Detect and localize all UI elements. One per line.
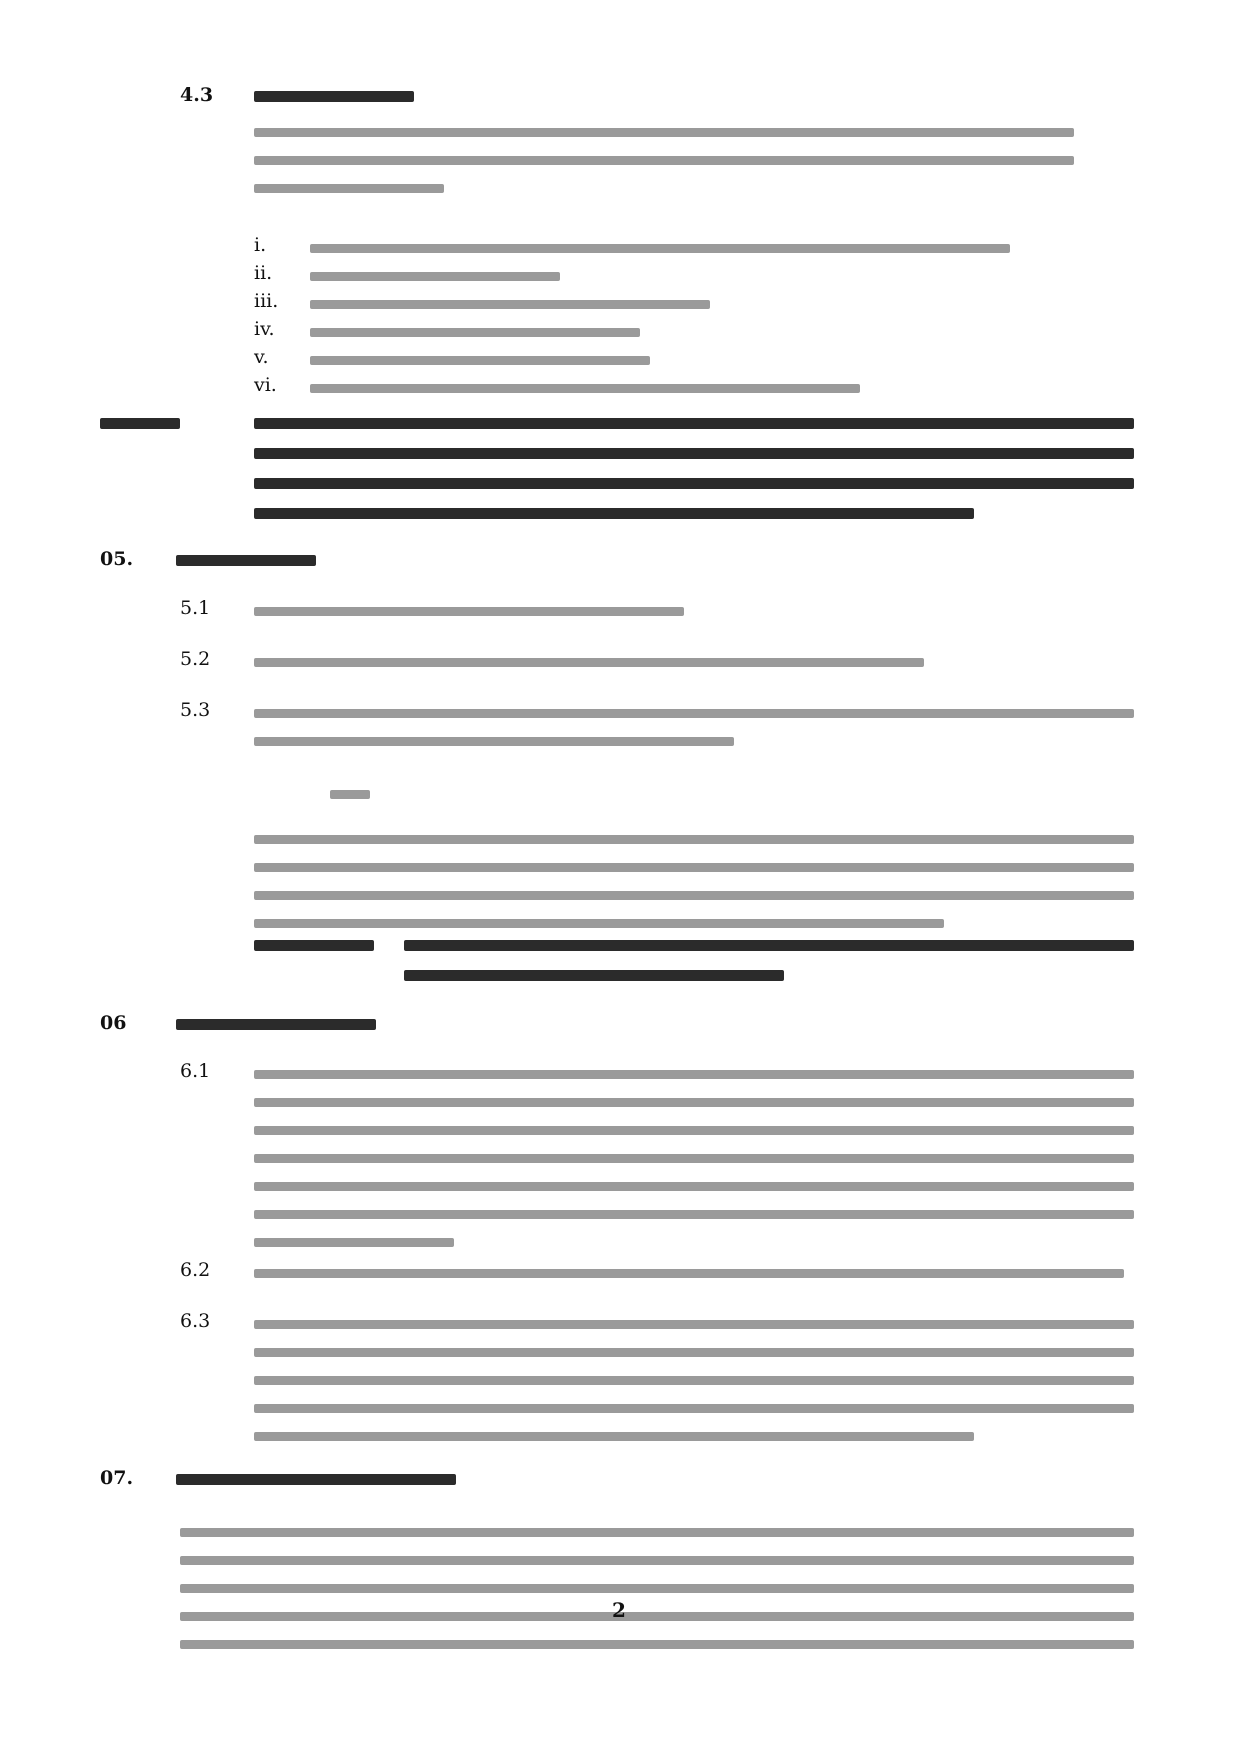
- clause-number-6-2: 6.2: [180, 1259, 211, 1281]
- section-heading-07: [176, 1474, 456, 1485]
- section-heading-06: [176, 1019, 376, 1030]
- list-number-ii: ii.: [254, 262, 273, 284]
- or-separator: [330, 790, 370, 799]
- section-heading-05: [176, 555, 316, 566]
- clause-number-6-1: 6.1: [180, 1060, 211, 1082]
- list-item-v: [310, 356, 650, 365]
- list-number-vi: vi.: [254, 374, 277, 396]
- clause-5-2: [254, 658, 924, 667]
- section-number-06: 06: [100, 1012, 127, 1034]
- list-item-iii: [310, 300, 710, 309]
- section-heading-4-3: [254, 91, 414, 102]
- list-number-v: v.: [254, 346, 269, 368]
- section-number-05: 05.: [100, 548, 134, 570]
- clause-number-5-1: 5.1: [180, 597, 211, 619]
- clause-5-1: [254, 607, 684, 616]
- section-number-4-3: 4.3: [180, 84, 214, 106]
- list-item-i: [310, 244, 1010, 253]
- page-number: 2: [612, 1598, 626, 1622]
- list-number-i: i.: [254, 234, 267, 256]
- clause-number-5-3: 5.3: [180, 699, 211, 721]
- list-number-iv: iv.: [254, 318, 275, 340]
- list-item-ii: [310, 272, 560, 281]
- note-label: [100, 418, 180, 429]
- list-number-iii: iii.: [254, 290, 279, 312]
- clause-number-6-3: 6.3: [180, 1310, 211, 1332]
- list-item-vi: [310, 384, 860, 393]
- note-label-5: [254, 940, 374, 951]
- clause-6-2: [254, 1269, 1124, 1278]
- section-number-07: 07.: [100, 1467, 134, 1489]
- list-item-iv: [310, 328, 640, 337]
- clause-number-5-2: 5.2: [180, 648, 211, 670]
